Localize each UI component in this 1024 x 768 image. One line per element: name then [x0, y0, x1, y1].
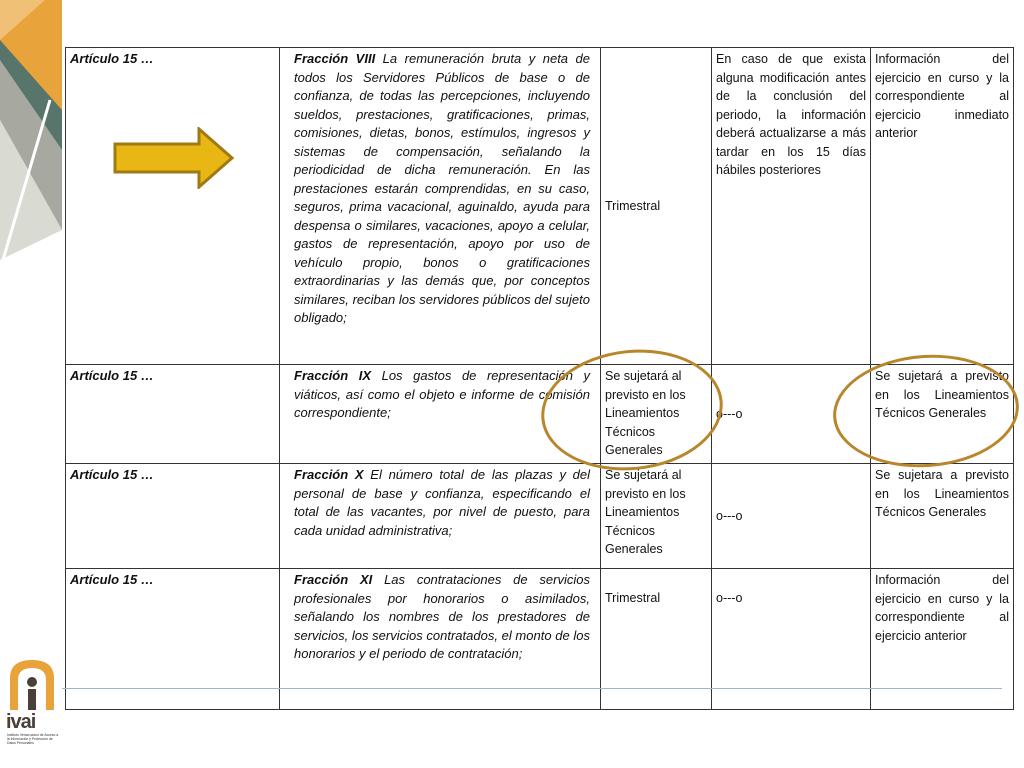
fraccion-title: Fracción IX: [294, 368, 372, 383]
conservacion-text: Se sujetará a previsto en los Lineamientos Técnicos Generales: [875, 369, 1009, 420]
articulo-cell: [66, 48, 280, 365]
periodicidad-text: Trimestral: [605, 198, 661, 213]
actualizacion-text: o---o: [716, 406, 743, 421]
articulo-text: Artículo 15 …: [70, 572, 154, 587]
actualizacion-cell: [712, 365, 871, 464]
conservacion-cell: [871, 365, 1014, 464]
fraccion-cell: [280, 464, 601, 569]
logo-wordmark: ivai: [6, 711, 36, 733]
fraccion-cell: [280, 48, 601, 365]
conservacion-text: Se sujetara a previsto en los Lineamientos Técnicos Generales: [875, 468, 1009, 519]
periodicidad-cell: [601, 365, 712, 464]
periodicidad-text: Se sujetará al previsto en los Lineamientos Técnicos Generales: [605, 369, 686, 457]
conservacion-text: Información del ejercicio en curso y la correspondiente al ejercicio anterior: [875, 573, 1009, 643]
fraccion-title: Fracción XI: [294, 572, 373, 587]
logo-subtitle: Instituto Veracruzano de Acceso a la Información y Protección de Datos Personales: [7, 733, 59, 745]
fraccion-description: Las contrataciones de servicios profesionales por honorarios o asimilados, señalando los nombres de los prestadores de servicios, los servicios contratados, el monto de los honorarios y el periodo de contratación;: [294, 572, 590, 661]
articulo-text: Artículo 15 …: [70, 467, 154, 482]
fraccion-title: Fracción X: [294, 467, 364, 482]
fraccion-description: El número total de las plazas y del personal de base y confianza, especificando el total de las vacantes, por nivel de puesto, para cada unidad administrativa;: [294, 467, 591, 538]
periodicidad-cell: [601, 464, 712, 569]
fraccion-cell: [280, 365, 601, 464]
actualizacion-text: o---o: [716, 591, 743, 605]
conservacion-text: Información del ejercicio en curso y la correspondiente al ejercicio inmediato anterior: [875, 52, 1009, 140]
actualizacion-text: o---o: [716, 508, 743, 523]
fraccion-description: La remuneración bruta y neta de todos los Servidores Públicos de base o de confianza, de todas las percepciones, incluyendo sueldos, prestaciones, gratificaciones, primas, comisiones, dietas, bonos, estímulos, ingresos y sistemas de compensación, señalando la periodicidad de dicha remuneración. En las prestaciones estarán comprendidas, en su caso, seguros, prima vacacional, aguinaldo, ayuda para despensa o similares, vacaciones, apoyo a celular, gastos de representación, apoyo por uso de vehículo propio, bonos o gratificaciones extraordinarias y las demás que, por conceptos similares, reciban los servidores públicos del sujeto obligado;: [294, 51, 590, 325]
table-row: [66, 365, 1014, 464]
articulo-cell: [66, 464, 280, 569]
obligations-table: [65, 47, 1014, 710]
actualizacion-cell: [712, 464, 871, 569]
conservacion-cell: [871, 48, 1014, 365]
actualizacion-text: En caso de que exista alguna modificación antes de la conclusión del periodo, la información deberá actualizarse a más tardar en los 15 días hábiles posteriores: [716, 52, 866, 177]
table-row: [66, 464, 1014, 569]
articulo-cell: [66, 365, 280, 464]
fraccion-description: Los gastos de representación y viáticos, así como el objeto e informe de comisión correspondiente;: [294, 368, 591, 420]
periodicidad-cell: [601, 48, 712, 365]
periodicidad-text: Trimestral: [605, 591, 661, 605]
fraccion-title: Fracción VIII: [294, 51, 376, 66]
periodicidad-text: Se sujetará al previsto en los Lineamientos Técnicos Generales: [605, 468, 686, 556]
actualizacion-cell: [712, 48, 871, 365]
table-row: [66, 48, 1014, 365]
articulo-text: Artículo 15 …: [70, 368, 154, 383]
decorative-side-band: [0, 0, 62, 768]
conservacion-cell: [871, 464, 1014, 569]
footer-divider: [62, 688, 1002, 689]
articulo-text: Artículo 15 …: [70, 51, 154, 66]
